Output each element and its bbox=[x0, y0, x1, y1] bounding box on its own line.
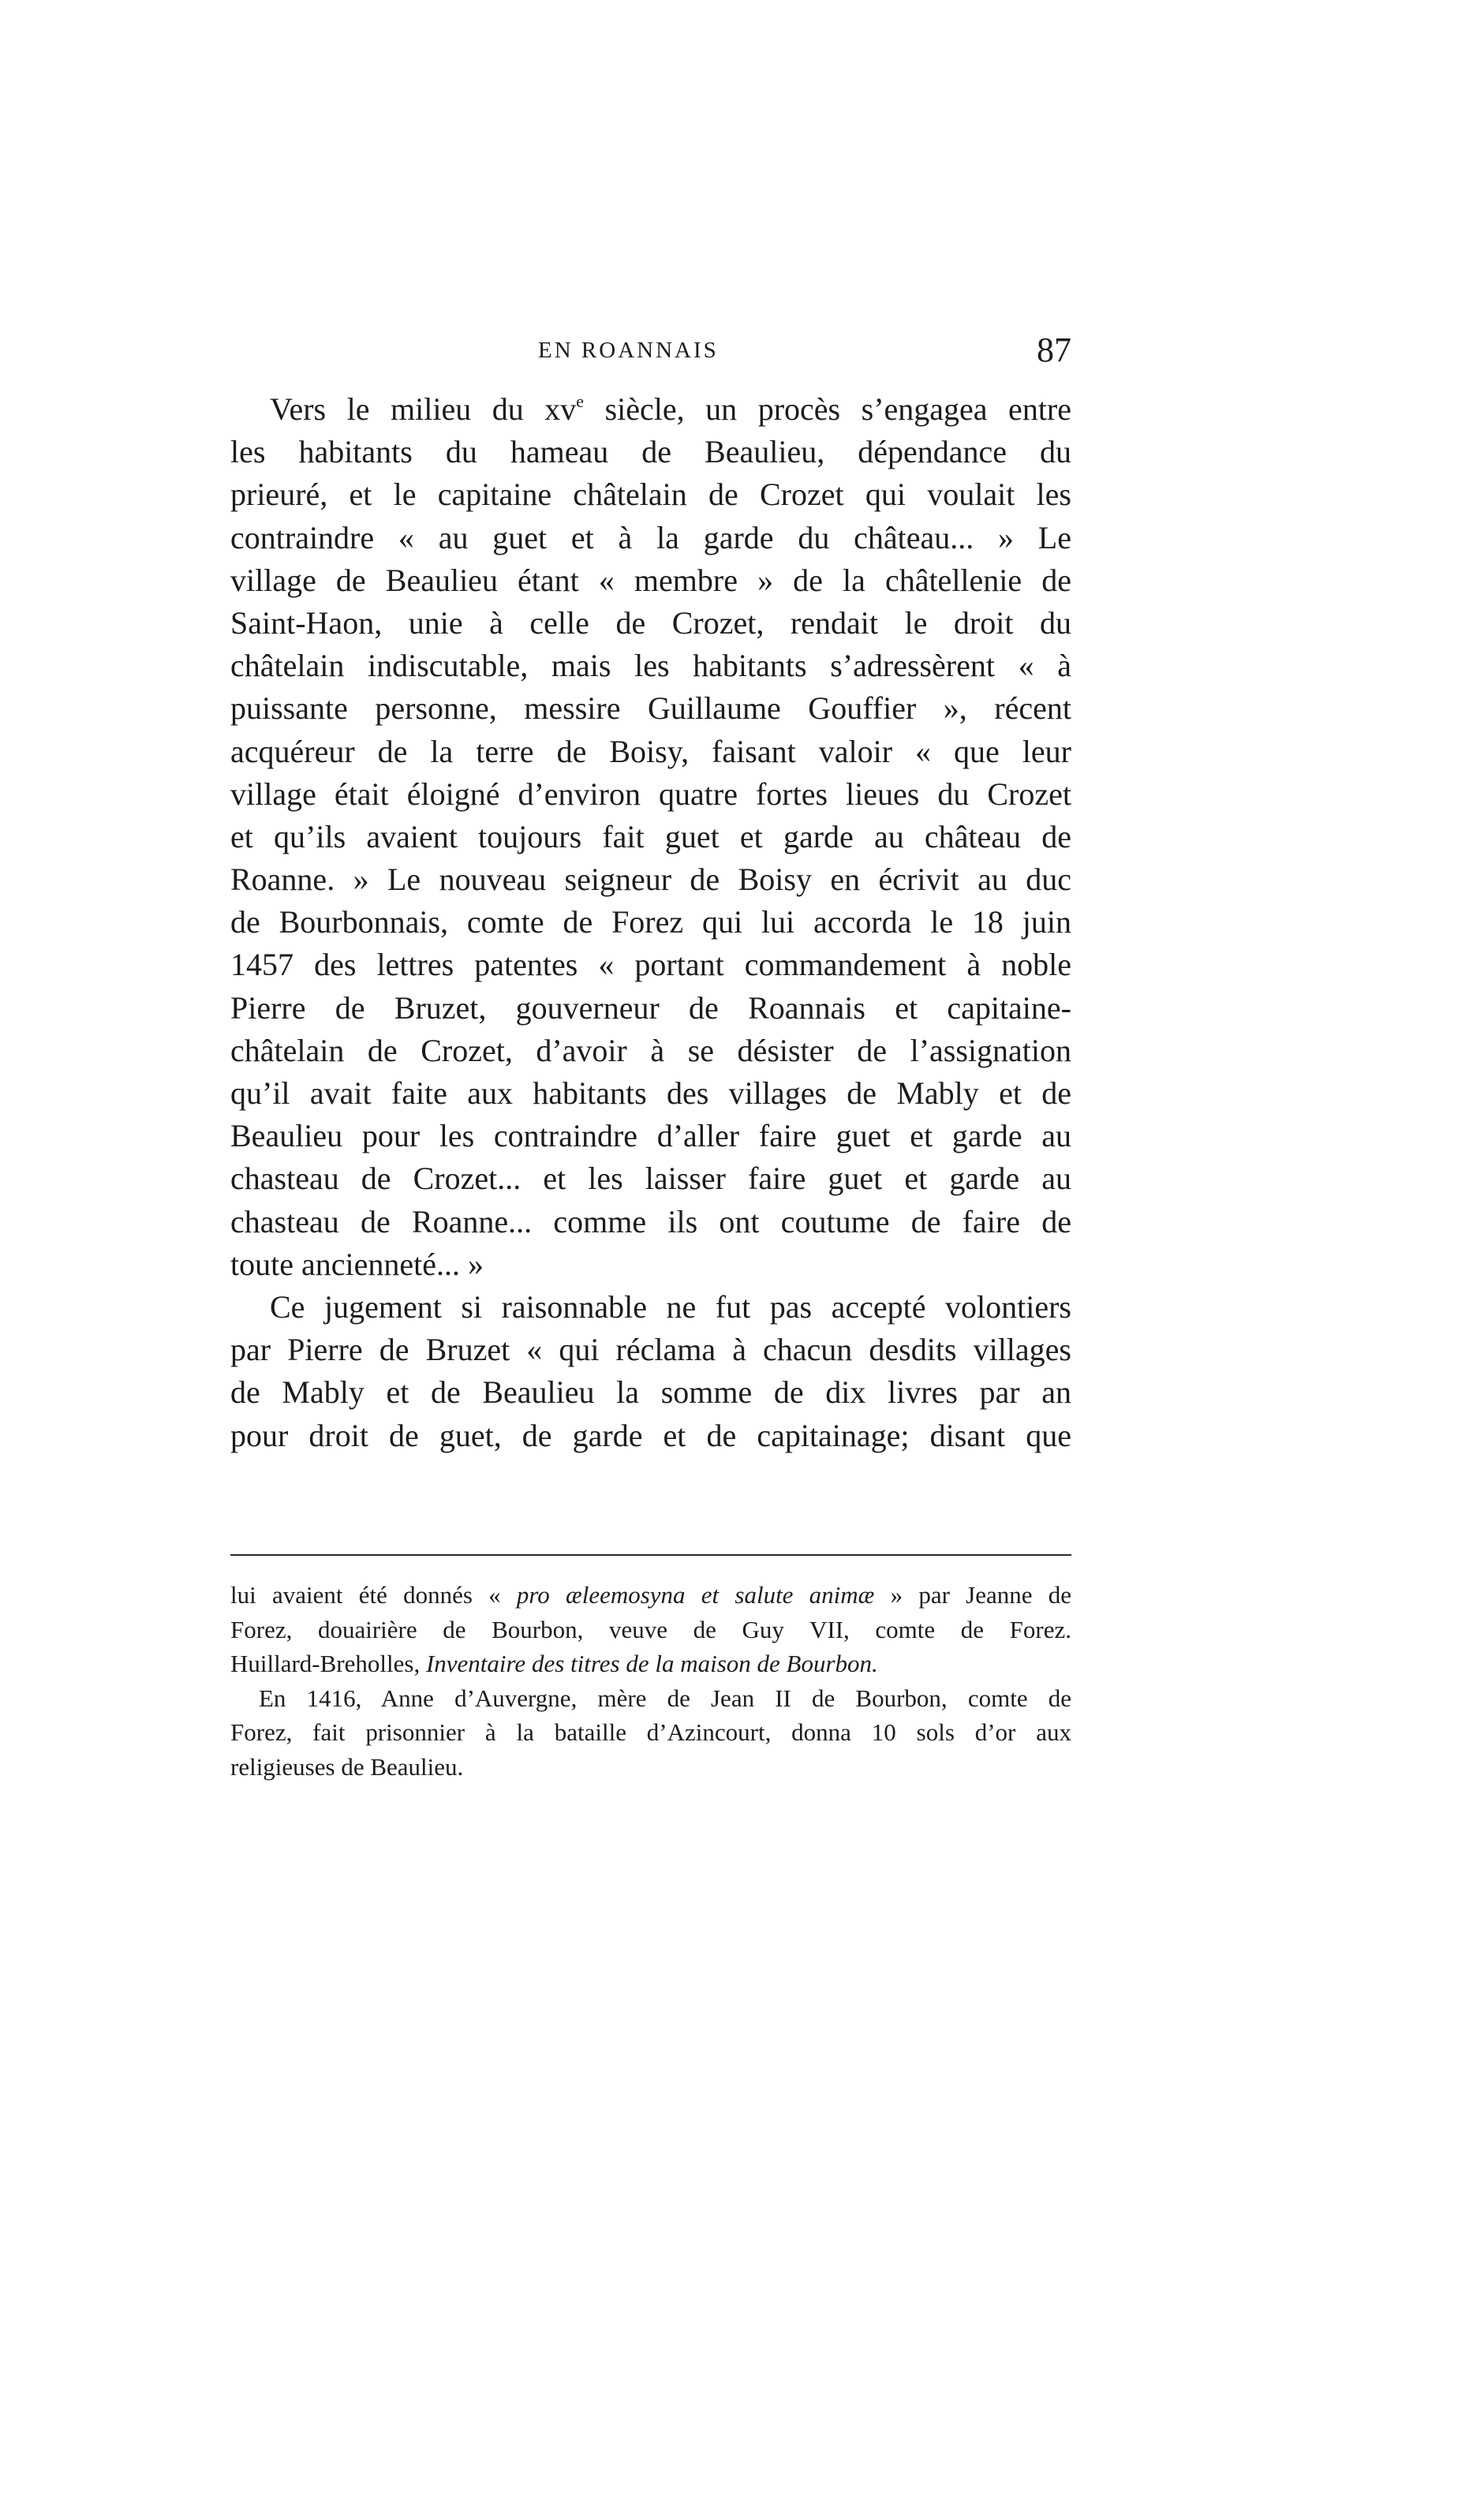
text-line: contraindre « au guet et à la garde du château... » Le bbox=[230, 519, 1071, 555]
text-line: châtelain de Crozet, d’avoir à se désister de l’assignation bbox=[230, 1032, 1071, 1068]
text-line: Saint-Haon, unie à celle de Crozet, rendait le droit du bbox=[230, 604, 1071, 641]
text-line: village était éloigné d’environ quatre fortes lieues du Crozet bbox=[230, 776, 1071, 812]
text-line: Ce jugement si raisonnable ne fut pas accepté volontiers bbox=[270, 1288, 1071, 1325]
text-line: Roanne. » Le nouveau seigneur de Boisy en écrivit au duc bbox=[230, 862, 1071, 898]
text-line: châtelain indiscutable, mais les habitants s’adressèrent « à bbox=[230, 648, 1071, 684]
text-line: chasteau de Roanne... comme ils ont coutume de faire de bbox=[230, 1203, 1071, 1239]
text-line: Beaulieu pour les contraindre d’aller faire guet et garde au bbox=[230, 1118, 1071, 1154]
text-line: 1457 des lettres patentes « portant commandement à noble bbox=[230, 947, 1071, 983]
superscript: e bbox=[576, 391, 585, 411]
running-title: EN ROANNAIS bbox=[538, 338, 719, 363]
text-segment: Huillard-Breholles, bbox=[230, 1650, 426, 1677]
text-segment: Vers le milieu du xv bbox=[270, 391, 577, 427]
text-line: les habitants du hameau de Beaulieu, dépendance du bbox=[230, 434, 1071, 470]
text-line: de Bourbonnais, comte de Forez qui lui accorda le 18 juin bbox=[230, 904, 1071, 940]
text-line: prieuré, et le capitaine châtelain de Crozet qui voulait les bbox=[230, 477, 1071, 513]
footnote-line bbox=[230, 1578, 1071, 1613]
footnote-line bbox=[230, 1647, 1071, 1681]
italic-title: Inventaire des titres de la maison de Bourbon. bbox=[425, 1650, 878, 1677]
text-line: acquéreur de la terre de Boisy, faisant valoir « que leur bbox=[230, 733, 1071, 769]
text-segment: » par Jeanne de bbox=[874, 1581, 1071, 1609]
text-line: village de Beaulieu étant « membre » de la châtellenie de bbox=[230, 562, 1071, 598]
page-number: 87 bbox=[1037, 331, 1071, 369]
text-line: Pierre de Bruzet, gouverneur de Roannais et capitaine- bbox=[230, 989, 1071, 1026]
footnote-rule bbox=[230, 1554, 1071, 1556]
text-line: par Pierre de Bruzet « qui réclama à chacun desdits villages bbox=[230, 1332, 1071, 1368]
italic-latin: pro æleemosyna et salute animæ bbox=[516, 1581, 875, 1609]
text-line: chasteau de Crozet... et les laisser faire guet et garde au bbox=[230, 1161, 1071, 1197]
footnote-line: religieuses de Beaulieu. bbox=[230, 1752, 464, 1781]
running-head bbox=[230, 330, 1071, 377]
text-segment: lui avaient été donnés « bbox=[230, 1581, 517, 1609]
main-text bbox=[230, 388, 1071, 1457]
text-line bbox=[230, 388, 1071, 431]
footnote-line: Forez, douairière de Bourbon, veuve de Guy VII, comte de Forez. bbox=[230, 1615, 1071, 1643]
text-line: puissante personne, messire Guillaume Gouffier », récent bbox=[230, 690, 1071, 727]
text-segment: siècle, un procès s’engagea entre bbox=[584, 391, 1072, 427]
text-line: de Mably et de Beaulieu la somme de dix livres par an bbox=[230, 1374, 1071, 1411]
text-line: qu’il avait faite aux habitants des villages de Mably et de bbox=[230, 1075, 1071, 1111]
footnote-line: Forez, fait prisonnier à la bataille d’Azincourt, donna 10 sols d’or aux bbox=[230, 1718, 1071, 1746]
footnotes bbox=[230, 1578, 1071, 1784]
text-line: et qu’ils avaient toujours fait guet et garde au château de bbox=[230, 818, 1071, 854]
text-line: pour droit de guet, de garde et de capitainage; disant que bbox=[230, 1417, 1071, 1453]
text-line: toute ancienneté... » bbox=[230, 1246, 484, 1282]
footnote-line: En 1416, Anne d’Auvergne, mère de Jean II de Bourbon, comte de bbox=[259, 1684, 1071, 1712]
